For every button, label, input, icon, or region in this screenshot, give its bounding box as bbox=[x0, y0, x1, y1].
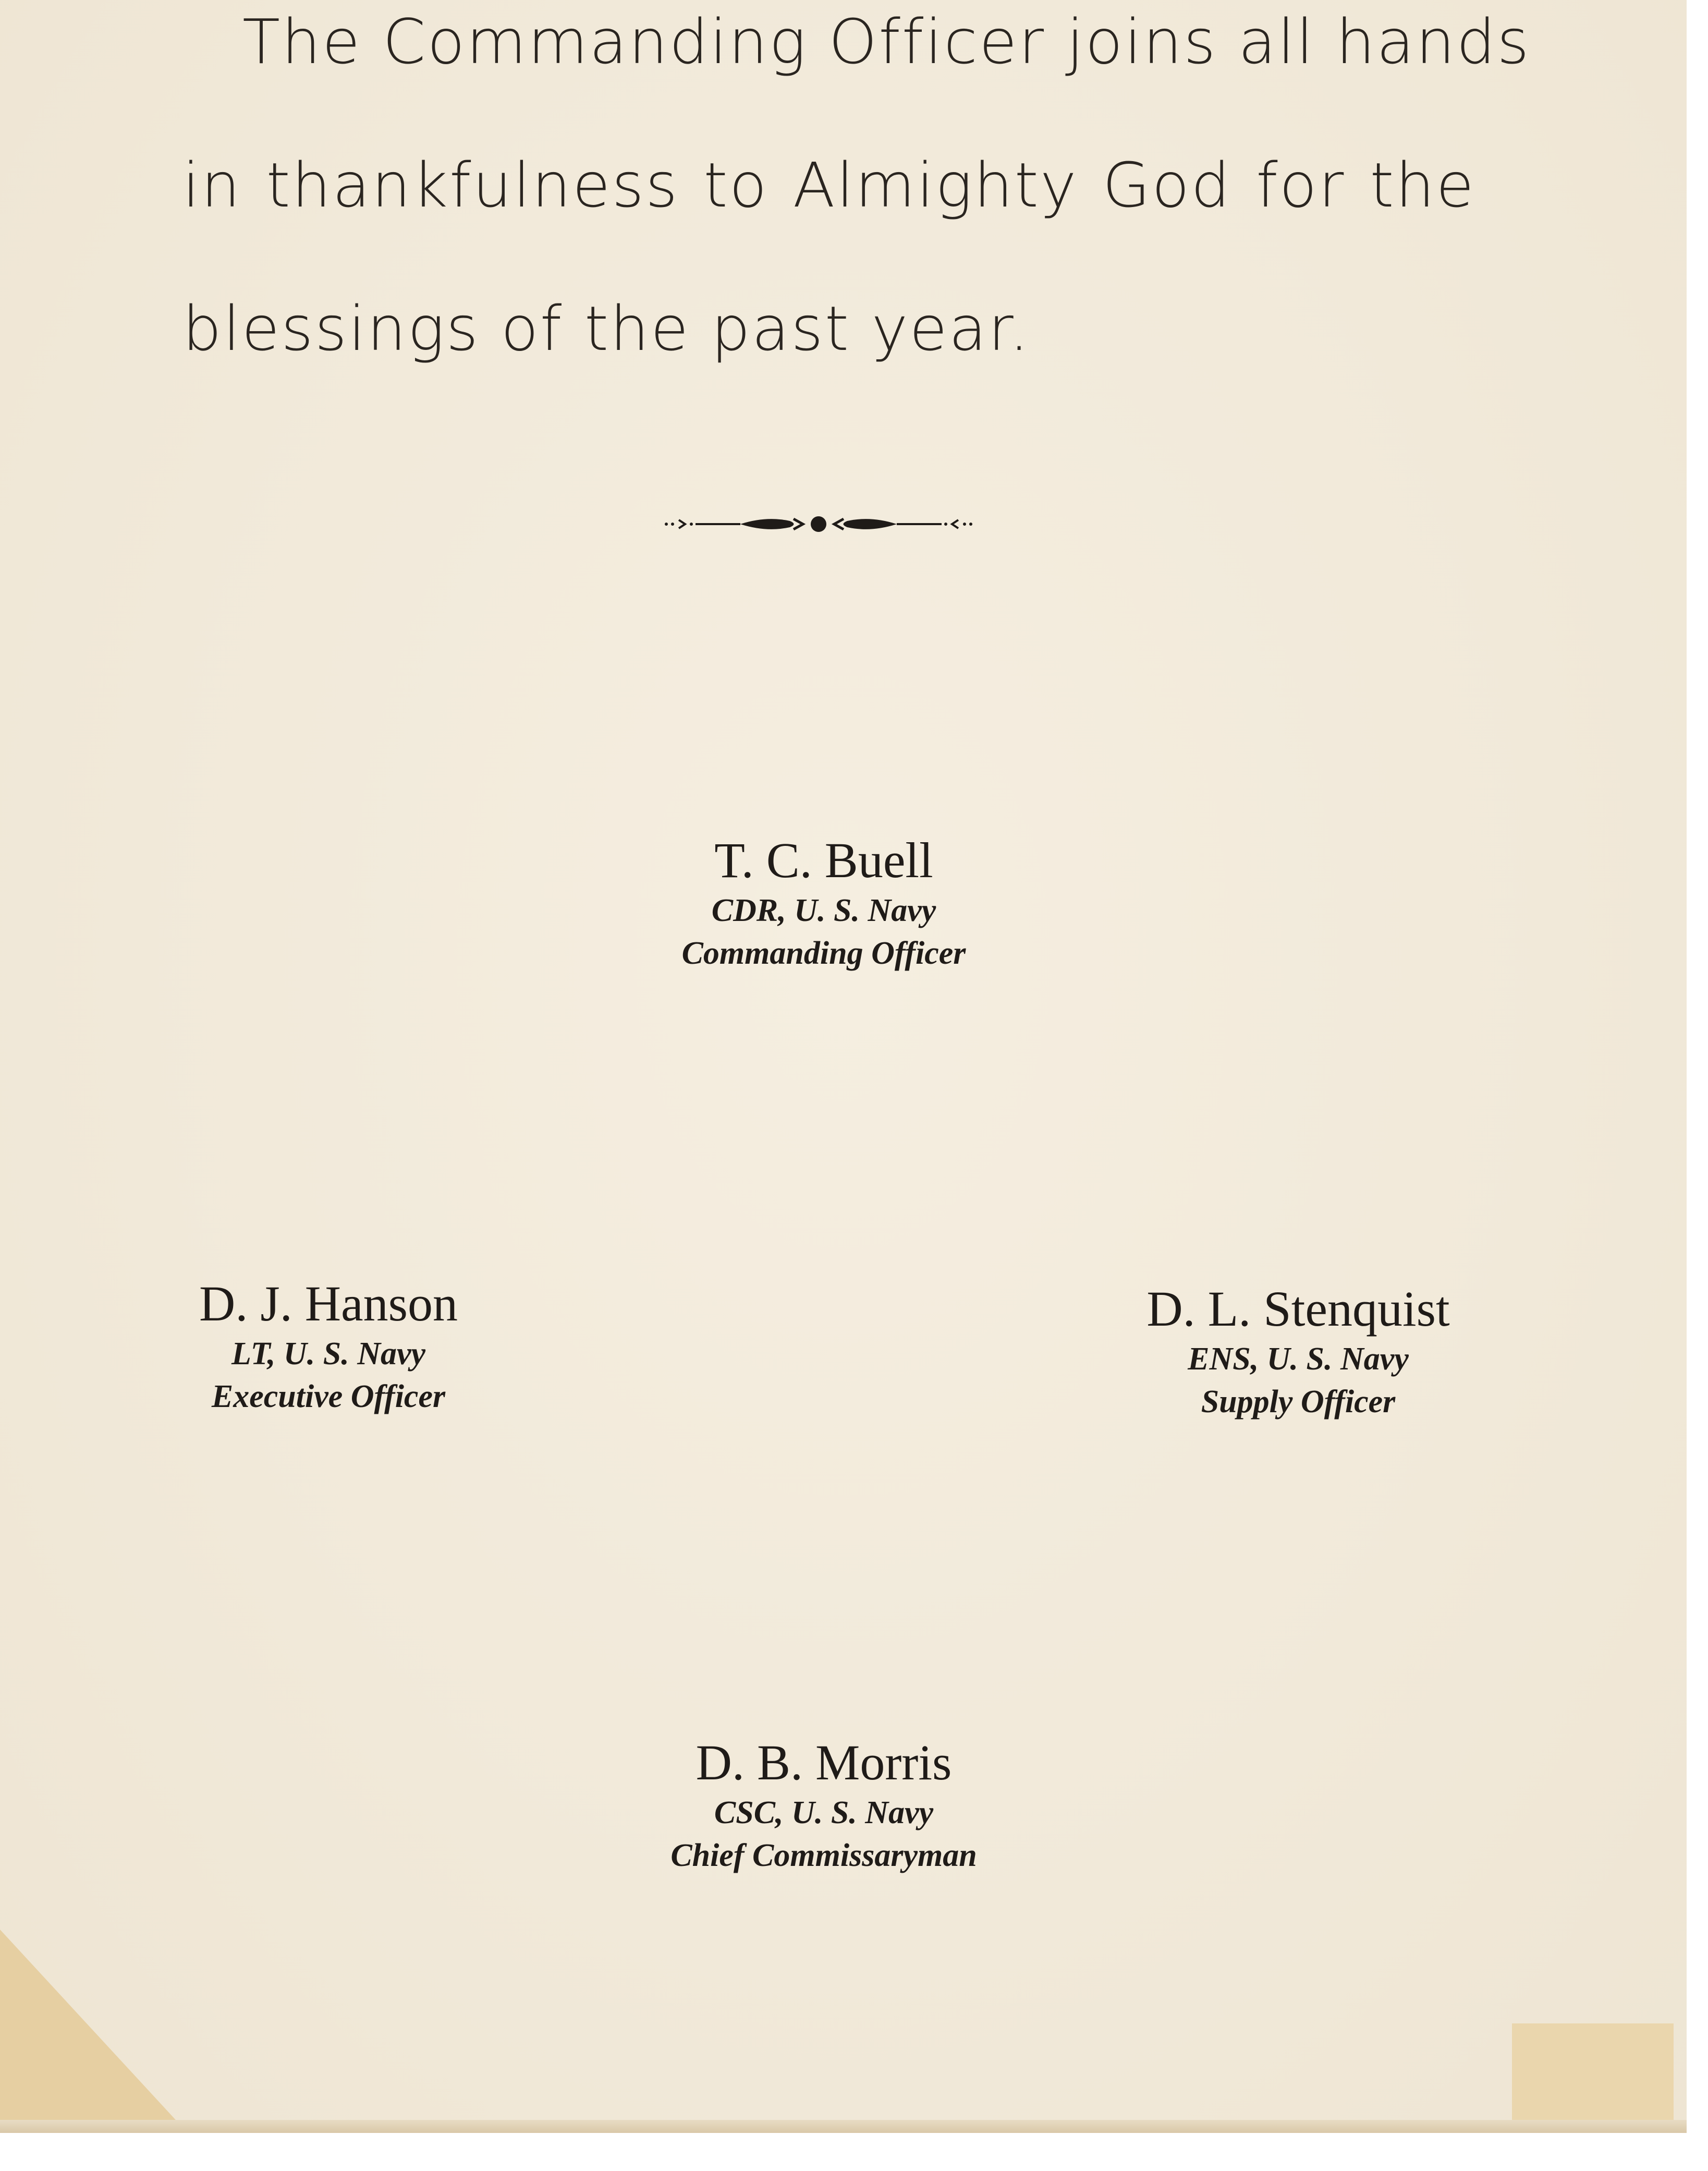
decorative-divider-icon bbox=[662, 508, 975, 540]
paper-bottom-edge bbox=[0, 2120, 1687, 2133]
signatory-rank: ENS, U. S. Navy bbox=[1188, 1341, 1409, 1377]
signatory-name: D. L. Stenquist bbox=[1146, 1281, 1450, 1337]
signatory-title: Commanding Officer bbox=[681, 936, 966, 971]
signatory-title: Executive Officer bbox=[211, 1379, 446, 1414]
message-line-2: in thankfulness to Almighty God for the bbox=[182, 149, 1475, 221]
signatory-name: D. B. Morris bbox=[696, 1735, 952, 1790]
signature-block-commanding-officer bbox=[615, 832, 1032, 975]
thanksgiving-message bbox=[182, 0, 1531, 430]
signatory-rank: CSC, U. S. Navy bbox=[714, 1795, 934, 1830]
signatory-name: D. J. Hanson bbox=[199, 1276, 458, 1331]
signature-block-executive-officer bbox=[130, 1275, 527, 1418]
signatory-rank: CDR, U. S. Navy bbox=[711, 893, 936, 928]
message-line-3: blessings of the past year. bbox=[182, 293, 1031, 365]
aged-paper-patch bbox=[1512, 2023, 1674, 2123]
signature-block-supply-officer bbox=[1090, 1280, 1507, 1423]
message-line-1: The Commanding Officer joins all hands bbox=[242, 6, 1531, 78]
signatory-rank: LT, U. S. Navy bbox=[231, 1336, 425, 1372]
aged-folded-corner bbox=[0, 1930, 188, 2133]
signatory-name: T. C. Buell bbox=[714, 832, 933, 888]
signature-block-chief-commissaryman bbox=[615, 1734, 1032, 1877]
signatory-title: Supply Officer bbox=[1201, 1384, 1396, 1420]
signatory-title: Chief Commissaryman bbox=[670, 1838, 977, 1873]
